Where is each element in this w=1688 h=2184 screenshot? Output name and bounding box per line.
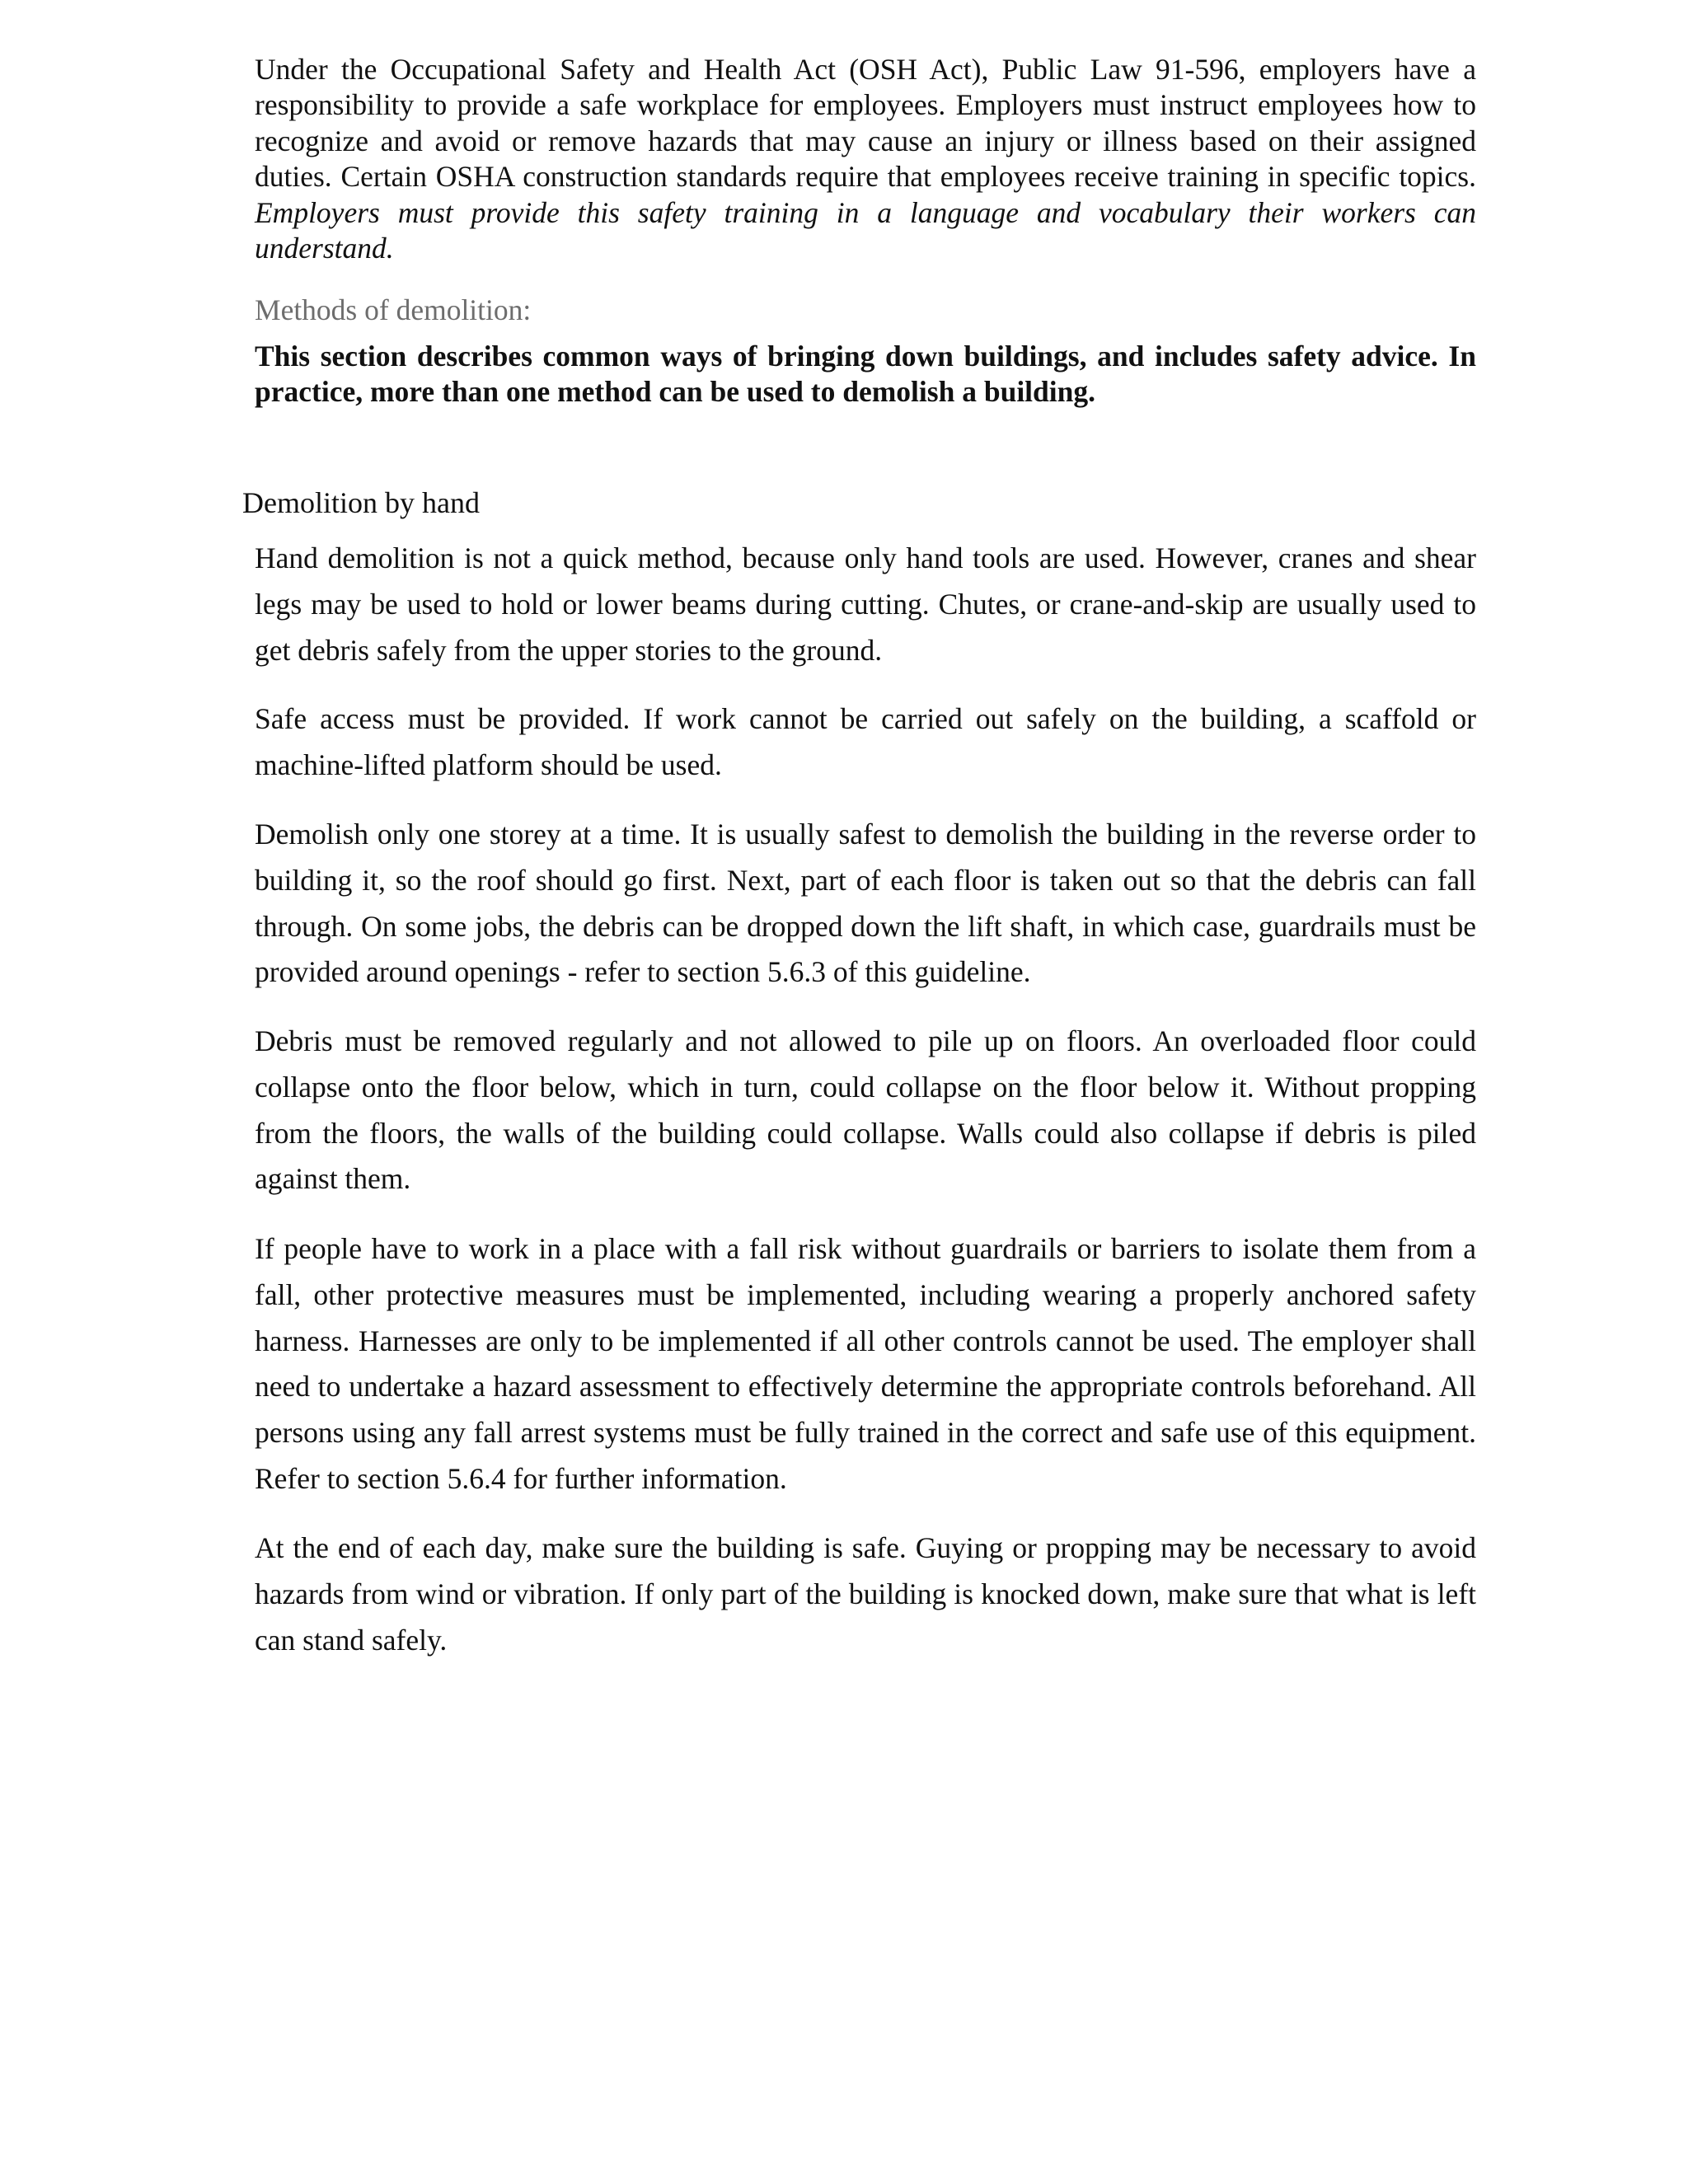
- intro-text: Under the Occupational Safety and Health Act (OSH Act), Public Law 91-596, employers have a responsibility to provide a safe workplace for employees. Employers must instruct employees how to recognize and avoid or remove hazards that may cause an injury or illness based on their assigned duties. Certain OSHA construction standards require that employees receive training in specific topics.: [255, 53, 1476, 194]
- section-heading: Demolition by hand: [242, 486, 480, 519]
- methods-label: Methods of demolition:: [255, 293, 532, 326]
- body-paragraph-safe-access: Safe access must be provided. If work cannot be carried out safely on the building, a scaffold or machine-lifted platform should be used.: [255, 702, 1476, 781]
- methods-description: This section describes common ways of bringing down buildings, and includes safety advice. In practice, more than one method can be used to demolish a building.: [255, 340, 1476, 409]
- body-paragraph-debris: Debris must be removed regularly and not allowed to pile up on floors. An overloaded floor could collapse onto the floor below, which in turn, could collapse on the floor below it. Without propping from the floors, the walls of the building could collapse. Walls could also collapse if debris is piled against them.: [255, 1024, 1476, 1196]
- body-paragraph-fall-risk: If people have to work in a place with a fall risk without guardrails or barriers to isolate them from a fall, other protective measures must be implemented, including wearing a properly anchored safety harness. Harnesses are only to be implemented if all other controls cannot be used. The employer shall need to undertake a hazard assessment to effectively determine the appropriate controls beforehand. All persons using any fall arrest systems must be fully trained in the correct and safe use of this equipment. Refer to section 5.6.4 for further information.: [255, 1232, 1476, 1495]
- body-paragraph-end-of-day: At the end of each day, make sure the building is safe. Guying or propping may be necessary to avoid hazards from wind or vibration. If only part of the building is knocked down, make sure that what is left can stand safely.: [255, 1531, 1476, 1657]
- intro-emphasis: Employers must provide this safety training in a language and vocabulary their workers can understand.: [255, 195, 1476, 265]
- body-paragraph-storey-order: Demolish only one storey at a time. It is usually safest to demolish the building in the reverse order to building it, so the roof should go first. Next, part of each floor is taken out so that the debris can fall through. On some jobs, the debris can be dropped down the lift shaft, in which case, guardrails must be provided around openings - refer to section 5.6.3 of this guideline.: [255, 818, 1476, 989]
- intro-paragraph: [255, 52, 1476, 266]
- body-paragraph-hand-tools: Hand demolition is not a quick method, because only hand tools are used. However, cranes and shear legs may be used to hold or lower beams during cutting. Chutes, or crane-and-skip are usually used to get debris safely from the upper stories to the ground.: [255, 541, 1476, 667]
